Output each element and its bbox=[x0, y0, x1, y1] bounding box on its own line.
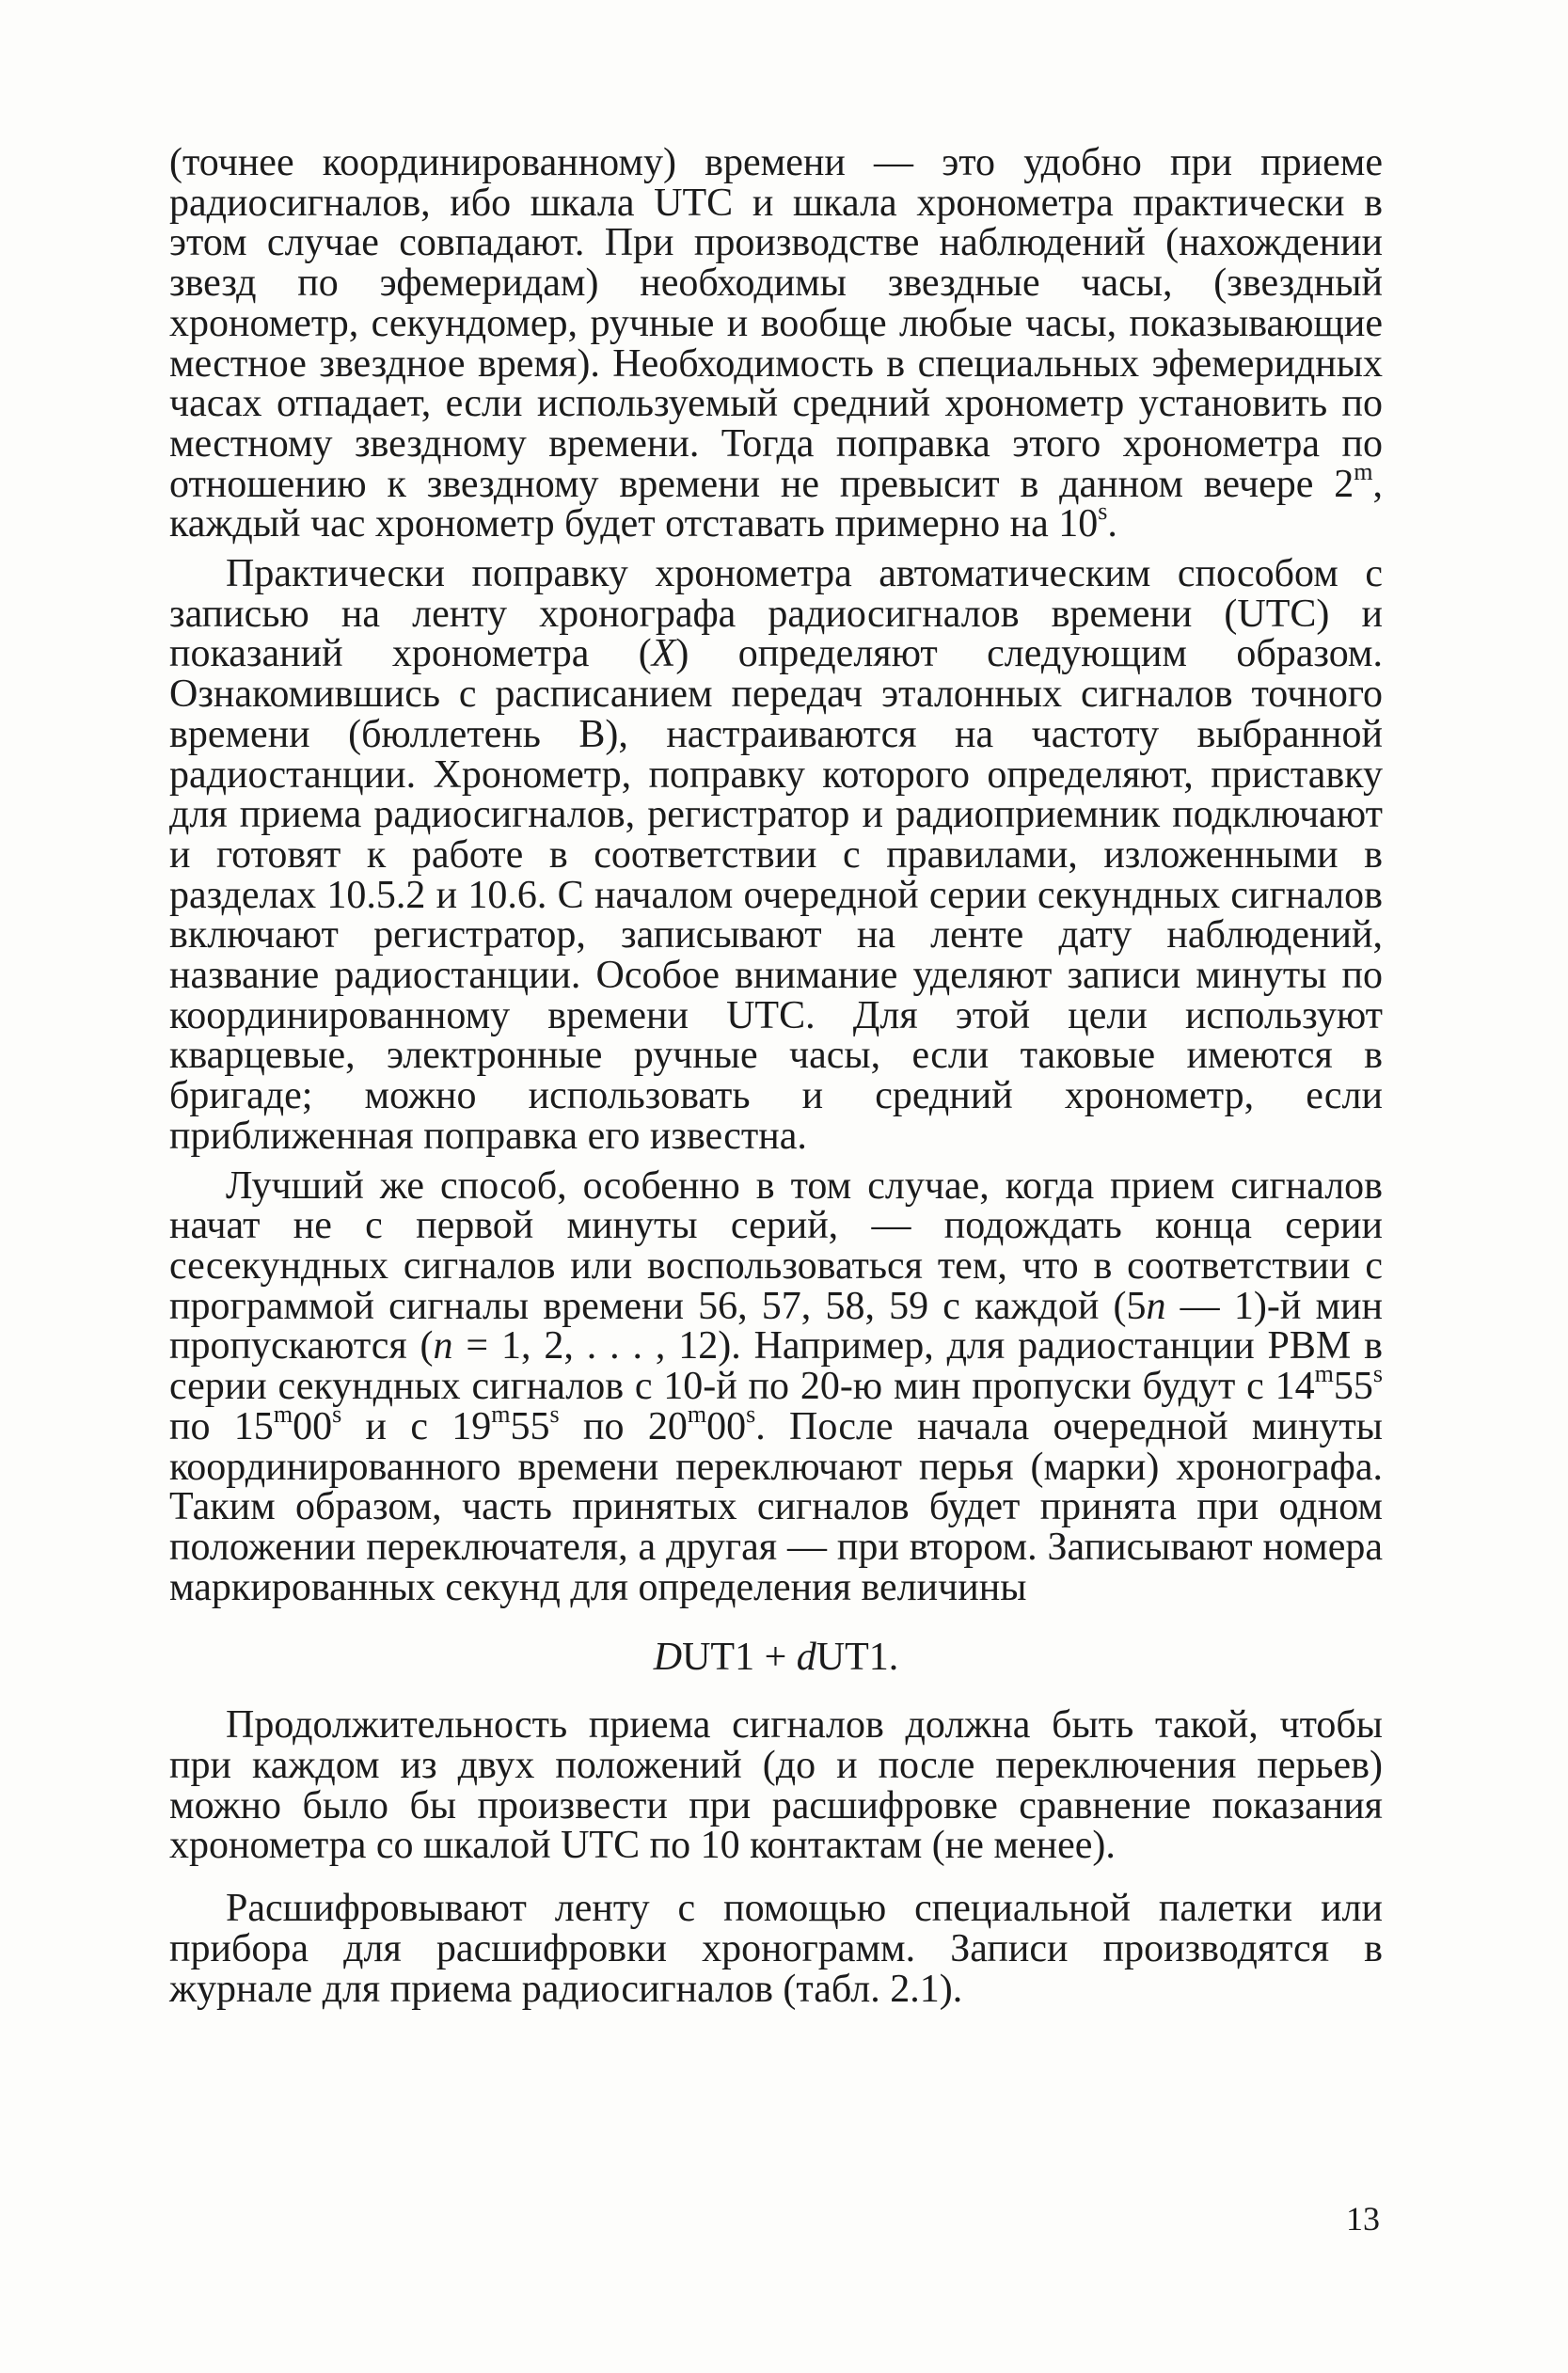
paragraph-3: Лучший же способ, особенно в том случае, когда прием сигналов начат не с первой минуты серий, — подождать конца серии сесекундных сигналов или воспользоваться тем, что в соответствии с программой сигналы времени 56, 57, 58, 59 с каждой (5n — 1)-й мин пропускаются (n = 1, 2, . . . , 12). Например, для радиостанции РВМ в серии секундных сигналов с 10-й по 20-ю мин пропуски будут с 14$^m$55$^s$ по 15$^m$00$^s$ и с 19$^m$55$^s$ по 20$^m$00$^s$. После начала очередной минуты координированного времени переключают перья (марки) хронографа. Таким образом, часть принятых сигналов будет принята при одном положении переключателя, а другая — при втором. Записывают номера маркированных секунд для определения величины bbox=[169, 1163, 1384, 1609]
formula: DUT1 + dUT1. bbox=[653, 1636, 899, 1680]
paragraph-1: (точнее координированному) времени — это удобно при приеме радиосигналов, ибо шкала UTC и шкала хронометра практически в этом случае совпадают. При производстве наблюдений (нахождении звезд по эфемеридам) необходимы звездные часы, (звездный хронометр, секундомер, ручные и вообще любые часы, показывающие местное звездное время). Необходимость в специальных эфемеридных часах отпадает, если используемый средний хронометр установить по местному звездному времени. Тогда поправка этого хронометра по отношению к звездному времени не превысит в данном вечере 2$^m$, каждый час хронометр будет отставать примерно на 10$^s$. bbox=[169, 141, 1383, 546]
page-number: 13 bbox=[1346, 2200, 1380, 2238]
paragraph-5: Расшифровывают ленту с помощью специальной палетки или прибора для расшифровки хронограмм. Записи производятся в журнале для приема радиосигналов (табл. 2.1). bbox=[169, 1887, 1383, 2011]
paragraph-2: Практически поправку хронометра автоматическим способом с записью на ленту хронографа радиосигналов времени (UTC) и показаний хронометра (X) определяют следующим образом. Ознакомившись с расписанием передач эталонных сигналов точного времени (бюллетень В), настраиваются на частоту выбранной радиостанции. Хронометр, поправку которого определяют, приставку для приема радиосигналов, регистратор и радиоприемник подключают и готовят к работе в соответствии с правилами, изложенными в разделах 10.5.2 и 10.6. С началом очередной серии секундных сигналов включают регистратор, записывают на ленте дату наблюдений, название радиостанции. Особое внимание уделяют записи минуты по координированному времени UTC. Для этой цели используют кварцевые, электронные ручные часы, если таковые имеются в бригаде; можно использовать и средний хронометр, если приближенная поправка его известна. bbox=[169, 552, 1383, 1158]
paragraph-4: Продолжительность приема сигналов должна быть такой, чтобы при каждом из двух положений (до и после переключения перьев) можно было бы произвести при расшифровке сравнение показания хронометра со шкалой UTC по 10 контактам (не менее). bbox=[169, 1703, 1383, 1868]
page-body bbox=[169, 143, 1383, 2009]
